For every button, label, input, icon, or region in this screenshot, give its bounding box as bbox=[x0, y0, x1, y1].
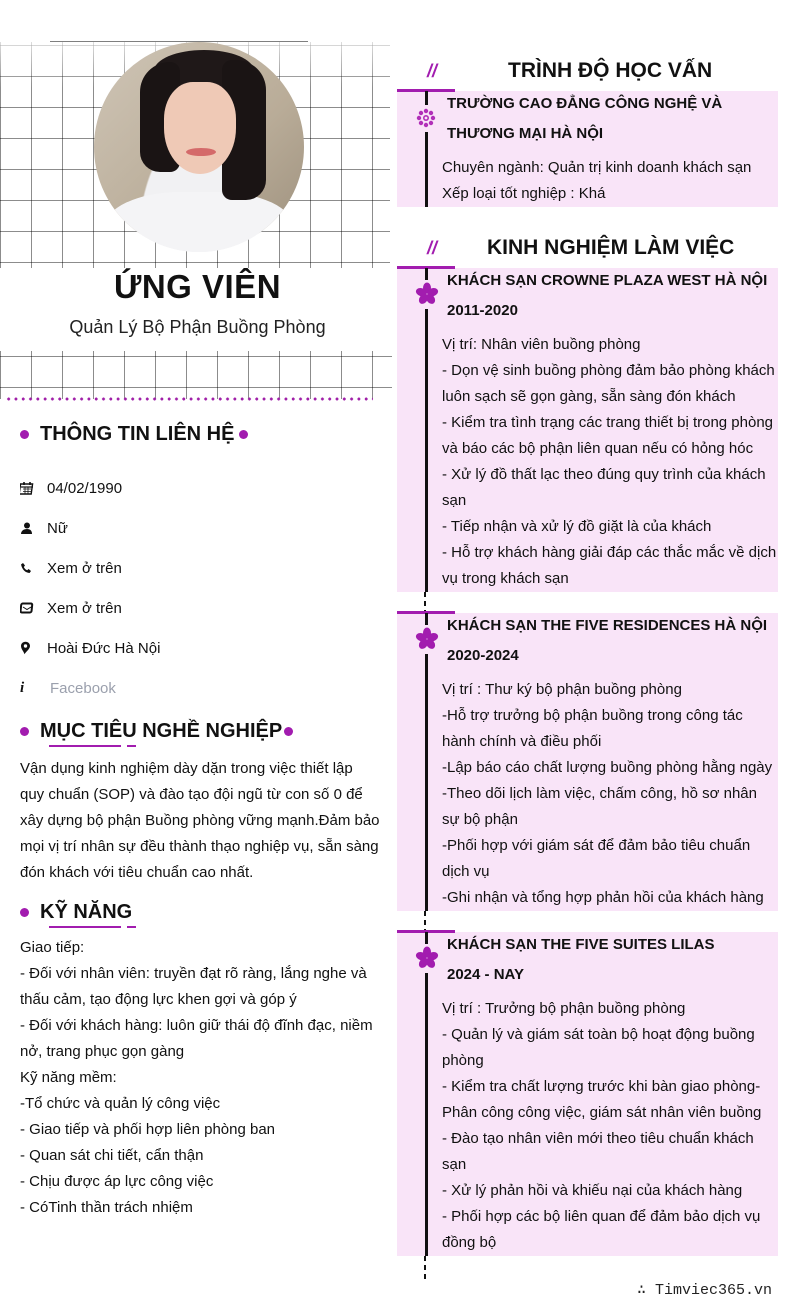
contact-item-gender: Nữ bbox=[20, 508, 160, 548]
contact-item-email: Xem ở trên bbox=[20, 588, 160, 628]
heading-underline bbox=[127, 745, 136, 747]
experience-heading: // KINH NGHIỆM LÀM VIỆC bbox=[395, 236, 800, 260]
calendar-icon bbox=[20, 478, 47, 498]
timeline-dashed-line bbox=[424, 911, 426, 931]
objective-heading: MỤC TIÊU NGHỀ NGHIỆP bbox=[20, 720, 293, 743]
contact-item-address: Hoài Đức Hà Nội bbox=[20, 628, 160, 668]
job-header bbox=[447, 930, 715, 990]
job-card bbox=[397, 613, 778, 911]
slash-decoration: // bbox=[427, 237, 438, 258]
skills-list bbox=[20, 935, 380, 1221]
timeline-line bbox=[425, 91, 428, 105]
avatar bbox=[94, 42, 304, 252]
bullet-icon bbox=[20, 430, 29, 439]
timeline-line bbox=[425, 932, 428, 944]
bullet-icon bbox=[20, 727, 29, 736]
user-icon bbox=[20, 518, 47, 538]
job-company: KHÁCH SẠN THE FIVE SUITES LILAS bbox=[447, 936, 715, 953]
skills-line: - CóTinh thần trách nhiệm bbox=[20, 1199, 193, 1216]
skills-line: Giao tiếp: bbox=[20, 939, 85, 956]
contact-item-facebook[interactable]: i Facebook bbox=[20, 679, 116, 697]
heading-underline bbox=[49, 926, 121, 928]
phone-icon bbox=[20, 558, 47, 578]
skills-line: - Quan sát chi tiết, cẩn thận bbox=[20, 1147, 204, 1164]
job-period: 2020-2024 bbox=[447, 647, 519, 664]
right-column bbox=[395, 0, 800, 1307]
education-details: Chuyên ngành: Quản trị kinh doanh khách sạn Xếp loại tốt nghiệp : Khá bbox=[442, 159, 752, 202]
skills-line: -Tổ chức và quản lý công việc bbox=[20, 1095, 221, 1112]
flower-icon bbox=[416, 108, 436, 128]
candidate-name: ỨNG VIÊN bbox=[113, 268, 282, 305]
timeline-line bbox=[425, 309, 428, 592]
job-header bbox=[447, 611, 767, 671]
candidate-position: Quản Lý Bộ Phận Buồng Phòng bbox=[69, 317, 326, 337]
info-icon: i bbox=[20, 679, 25, 696]
skills-line: - Đối với khách hàng: luôn giữ thái độ đĩnh đạc, niềm nở, trang phục gọn gàng bbox=[20, 1017, 373, 1060]
location-icon bbox=[20, 638, 47, 658]
skills-line: - Chịu được áp lực công việc bbox=[20, 1173, 214, 1190]
email-icon bbox=[20, 598, 47, 618]
contact-list bbox=[20, 468, 160, 708]
slash-decoration: // bbox=[427, 60, 438, 81]
heading-underline bbox=[127, 926, 136, 928]
objective-text: Vận dụng kinh nghiệm dày dặn trong việc thiết lập quy chuẩn (SOP) và đào tạo đội ngũ từ con số 0 để xây dựng bộ phận Buồng phòng vững mạnh.Đảm bảo mọi vị trí nhân sự đều thành thạo nghiệp vụ, sẵn sàng đón khách với tiêu chuẩn cao nhất. bbox=[20, 760, 380, 881]
education-heading: // TRÌNH ĐỘ HỌC VẤN bbox=[395, 59, 800, 83]
school-name: TRƯỜNG CAO ĐẲNG CÔNG NGHỆ VÀ THƯƠNG MẠI HÀ NỘI bbox=[447, 95, 723, 142]
job-details: Vị trí: Nhân viên buồng phòng - Dọn vệ sinh buồng phòng đảm bảo phòng khách luôn sạch sẽ gọn gàng, sẵn sàng đón khách - Kiểm tra tình trạng các trang thiết bị trong phòng và báo các bộ phận liên quan nếu có hỏng hóc - Xử lý đồ thất lạc theo đúng quy trình của khách sạn - Tiếp nhận và xử lý đồ giặt là của khách - Hỗ trợ khách hàng giải đáp các thắc mắc về dịch vụ trong khách sạn bbox=[442, 336, 777, 587]
timeline-dashed-line bbox=[424, 592, 426, 612]
skills-line: - Giao tiếp và phối hợp liên phòng ban bbox=[20, 1121, 276, 1138]
job-company: KHÁCH SẠN CROWNE PLAZA WEST HÀ NỘI bbox=[447, 272, 768, 289]
bullet-icon bbox=[284, 727, 293, 736]
left-column bbox=[0, 0, 395, 1307]
skills-line: Kỹ năng mềm: bbox=[20, 1069, 117, 1086]
job-details: Vị trí : Thư ký bộ phận buồng phòng -Hỗ trợ trưởng bộ phận buồng trong công tác hành chính và điều phối -Lập báo cáo chất lượng buồng phòng hằng ngày -Theo dõi lịch làm việc, chấm công, hồ sơ nhân sự bộ phận -Phối hợp với giám sát để đảm bảo tiêu chuẩn dịch vụ -Ghi nhận và tổng hợp phản hồi của khách hàng bbox=[442, 681, 773, 906]
flower-icon bbox=[415, 282, 439, 306]
job-details: Vị trí : Trưởng bộ phận buồng phòng - Quản lý và giám sát toàn bộ hoạt động buồng phòng - Kiểm tra chất lượng trước khi bàn giao phòng- Phân công công việc, giám sát nhân viên buồng - Đào tạo nhân viên mới theo tiêu chuẩn khách sạn - Xử lý phản hồi và khiếu nại của khách hàng - Phối hợp các bộ liên quan để đảm bảo dịch vụ đồng bộ bbox=[442, 1000, 762, 1251]
job-company: KHÁCH SẠN THE FIVE RESIDENCES HÀ NỘI bbox=[447, 617, 768, 634]
skills-heading: KỸ NĂNG bbox=[20, 901, 137, 924]
skills-line: - Đối với nhân viên: truyền đạt rõ ràng, lắng nghe và thấu cảm, tạo động lực khen gợi và góp ý bbox=[20, 965, 367, 1008]
contact-heading: THÔNG TIN LIÊN HỆ bbox=[20, 423, 248, 446]
bullet-icon bbox=[239, 430, 248, 439]
grid-decoration-bottom bbox=[0, 351, 392, 399]
job-header bbox=[447, 266, 767, 326]
flower-icon bbox=[415, 627, 439, 651]
education-card bbox=[397, 91, 778, 207]
timeline-dashed-line bbox=[424, 1256, 426, 1282]
bullet-icon bbox=[20, 908, 29, 917]
footer-brand[interactable]: ∴ Timviec365.vn bbox=[636, 1282, 772, 1299]
timeline-line bbox=[425, 973, 428, 1256]
timeline-line bbox=[425, 654, 428, 911]
timeline-line bbox=[425, 268, 428, 280]
job-card bbox=[397, 268, 778, 592]
job-period: 2011-2020 bbox=[447, 302, 518, 319]
job-period: 2024 - NAY bbox=[447, 966, 524, 983]
flower-icon bbox=[415, 946, 439, 970]
timeline-line bbox=[425, 613, 428, 625]
heading-underline bbox=[49, 745, 121, 747]
contact-item-phone: Xem ở trên bbox=[20, 548, 160, 588]
job-card bbox=[397, 932, 778, 1256]
contact-item-birthday: 04/02/1990 bbox=[20, 468, 160, 508]
timeline-line bbox=[425, 132, 428, 207]
dotted-divider bbox=[5, 397, 373, 401]
